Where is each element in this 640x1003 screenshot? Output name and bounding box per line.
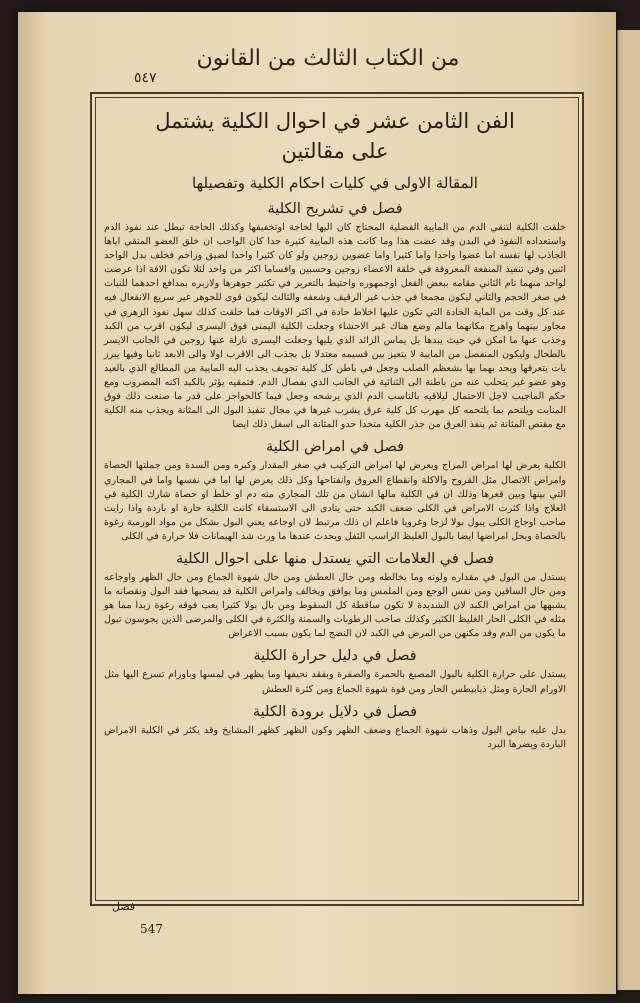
running-head: من الكتاب الثالث من القانون bbox=[196, 46, 460, 71]
facing-page-edge bbox=[617, 30, 640, 990]
section-text-heat: يستدل على حرارة الكلية بالبول المصبغ بالحمرة والصفرة وبفقد نحيفها وما يظهر في لمسها وباورام تسرع اليها مثل الاورام الحارة ومثل ذيابيطس الحار ومن قوة شهوة الجماع ومن كثرة العطش bbox=[104, 669, 566, 695]
folio-number-bottom: 547 bbox=[140, 922, 163, 936]
section-heading-anatomy: فصل في تشريح الكلية bbox=[267, 201, 403, 217]
chapter-subtitle: على مقالتين bbox=[281, 139, 389, 163]
section-heading-signs: فصل في العلامات التي يستدل منها على احوال الكلية bbox=[176, 550, 494, 567]
section-text-cold: يدل عليه بياض البول وذهاب شهوة الجماع وضعف الظهر وكون الظهر كظهر المشايخ وقد يكثر في الكلية الامراض الباردة ويضرها البرد bbox=[104, 724, 566, 750]
section-heading-heat: فصل في دليل حرارة الكلية bbox=[253, 648, 417, 665]
text-block bbox=[100, 102, 570, 892]
section-text-signs: يستدل من البول في مقداره ولونه وما يخالطه ومن حال العطش ومن حال شهوة الجماع ومن حال الظهر واوجاعه ومن حال الساقين ومن نفس الوجع ومن الملمس وما يوافق ويخالف وامراض الكلية قد يصحبها فقد البول ونقصانه ما يشبهها من امراض الكبد لان الشديدة لا تكون ساقطة كل السقوط ومن بال بولا كثيرا يعب فوقه رغوة زبدا مما هو مثله في الكلى الحار الغليظ الكثير وكذلك صاحب الرطوبات والسمنة والكثرة في الكلى والمرضى الذين يجوسون تبول ما يكون من الدم وقد مكنهن من المرض في الكبد لان النضج لما يكون بسبب الاعراض bbox=[104, 571, 566, 640]
section-text-anatomy: خلقت الكلية لتنقي الدم من المايية الفضلية المحتاج كان اليها لحاجة اوتخفيفها وكذلك الحاجة تبطل عند نفوذ الدم واستعداده النفوذ في البدن وقد عضت هذا وما كانت هذه المايية كثيرة جدا كان الواجب ان خلق العضو المنقي اياها الجاذب لها نفسه اما عضوا واحدا واما كثيرا واما عضوين زوجين ولو كان كثيرا واحدا لضيق وزاحم فخلف بدل الواحد اثنين وفي تنفيذ المنفعة المعروفة في خلقة الاعضاء زوجين وحسبين وافساما اكثر من واحد لئلا تكون الافة اذا عرضت لواحد منهما تام الثاني مقامه ببعض الفعل اوجمهوره واحتيط بالتعريز في تكثير جوهرها ولازبره بمدافع احدهما للنبات في صغر الحجم والثاني ليكون مجمعا في جذب غير الرقيف وشعفه والثالث ليكون قوى للجوهر غير سريع الانفعال فيه عند كل وقت من الماية الحادة التي تكون عليها اخلاط حادة في اكثر الاوقات فما خلقت كذلك سهل نفوذ الزهري في مجاور بينهما واهرج مكانهما مالم وضع هناك غير الاحشاء وجعلت الكلية اليمنى فوق اليسرى ليكون اقرب من الكبد وجذب عنها ما امكن في حيث يبدها بل يماس الزائد الذي يليها وجعلت اليسرى نازلة عنها زوجين في الجانب الايسر بالطحال وليكون المنفصل من المايية لا يتعيز بين قسيمه معتدلا بل بجذب الى الاقرب اولا والى الابعد ثانيا وفيها يبرز يات يتعرقها ويحد بهما بها بشعظم الصلب وجعل في باطن كل كلية تجويف يجذب اليه المايية من المطالع الذي بالعيد وهو عضو غير يتحلب عنه من باطنة الى الثنائية في الجانب الذي بفصال الدم. فتمقيه يؤثر بالكبد اكنه المضروب ومع حكم الماجيب لاجل الاحتمال ليلاقيه بالتاسب الدم الذي يرشحه وجعل فيما كالحواجز على قدر ما صنعت ذلك فوق المنابت ويلتحم بما يلتحمه كل مهرب كل كلية عرق يشرب غيرها في مجال تنفيذ البول الى المثانة ويجذب منه الكلية مع مقتص المثانة ثم ينفذ العرق من جذر الكلية متحدا حدو المثانة الى اسفل ذلك ايضا bbox=[104, 222, 566, 431]
folio-number-top: ٥٤٧ bbox=[134, 70, 157, 86]
chapter-title: الفن الثامن عشر في احوال الكلية يشتمل bbox=[155, 109, 515, 133]
section-heading-cold: فصل في دلايل برودة الكلية bbox=[252, 703, 418, 720]
section-text-diseases: الكلية يعرض لها امراض المزاج ويعرض لها امراض التركيب في صغر المقدار وكبره ومن السدة ومن جملتها الحصاة وامراض الاتصال مثل القروح والاكلة وانقطاع العروق وانفتاحها وكل ذلك يعرض لها اما في نفسها واما في المجاري التي بينها وبين قعرها وذلك ان في الكلية مالها انشان من تلك المجاري منه دم او خلط او حصاة شارك الكلية في العلاج واذا كثرت الامراض في الكلى ضعف الكبد حتى يتادى الى الاستسقاء كانت الكلية حارة او باردة واذا رايت صاحب اوجاع الكلى يبول بولا لزجا وغرويا فاعلم ان ذلك مرتبط لان اوجاعه يعني البول بشكل من مواد الورمية رغوة بالحصاة ويحل امراضها ايضا بالبول الغليظ الراسب الثفل ويحدث عندها ما ورث شد الهيمانات فلا حرارة في الكلى bbox=[104, 460, 566, 542]
section-heading-diseases: فصل في امراض الكلية bbox=[265, 439, 405, 456]
article-title: المقالة الاولى في كليات احكام الكلية وتفصيلها bbox=[192, 174, 478, 192]
catchword: فصل bbox=[112, 900, 136, 913]
